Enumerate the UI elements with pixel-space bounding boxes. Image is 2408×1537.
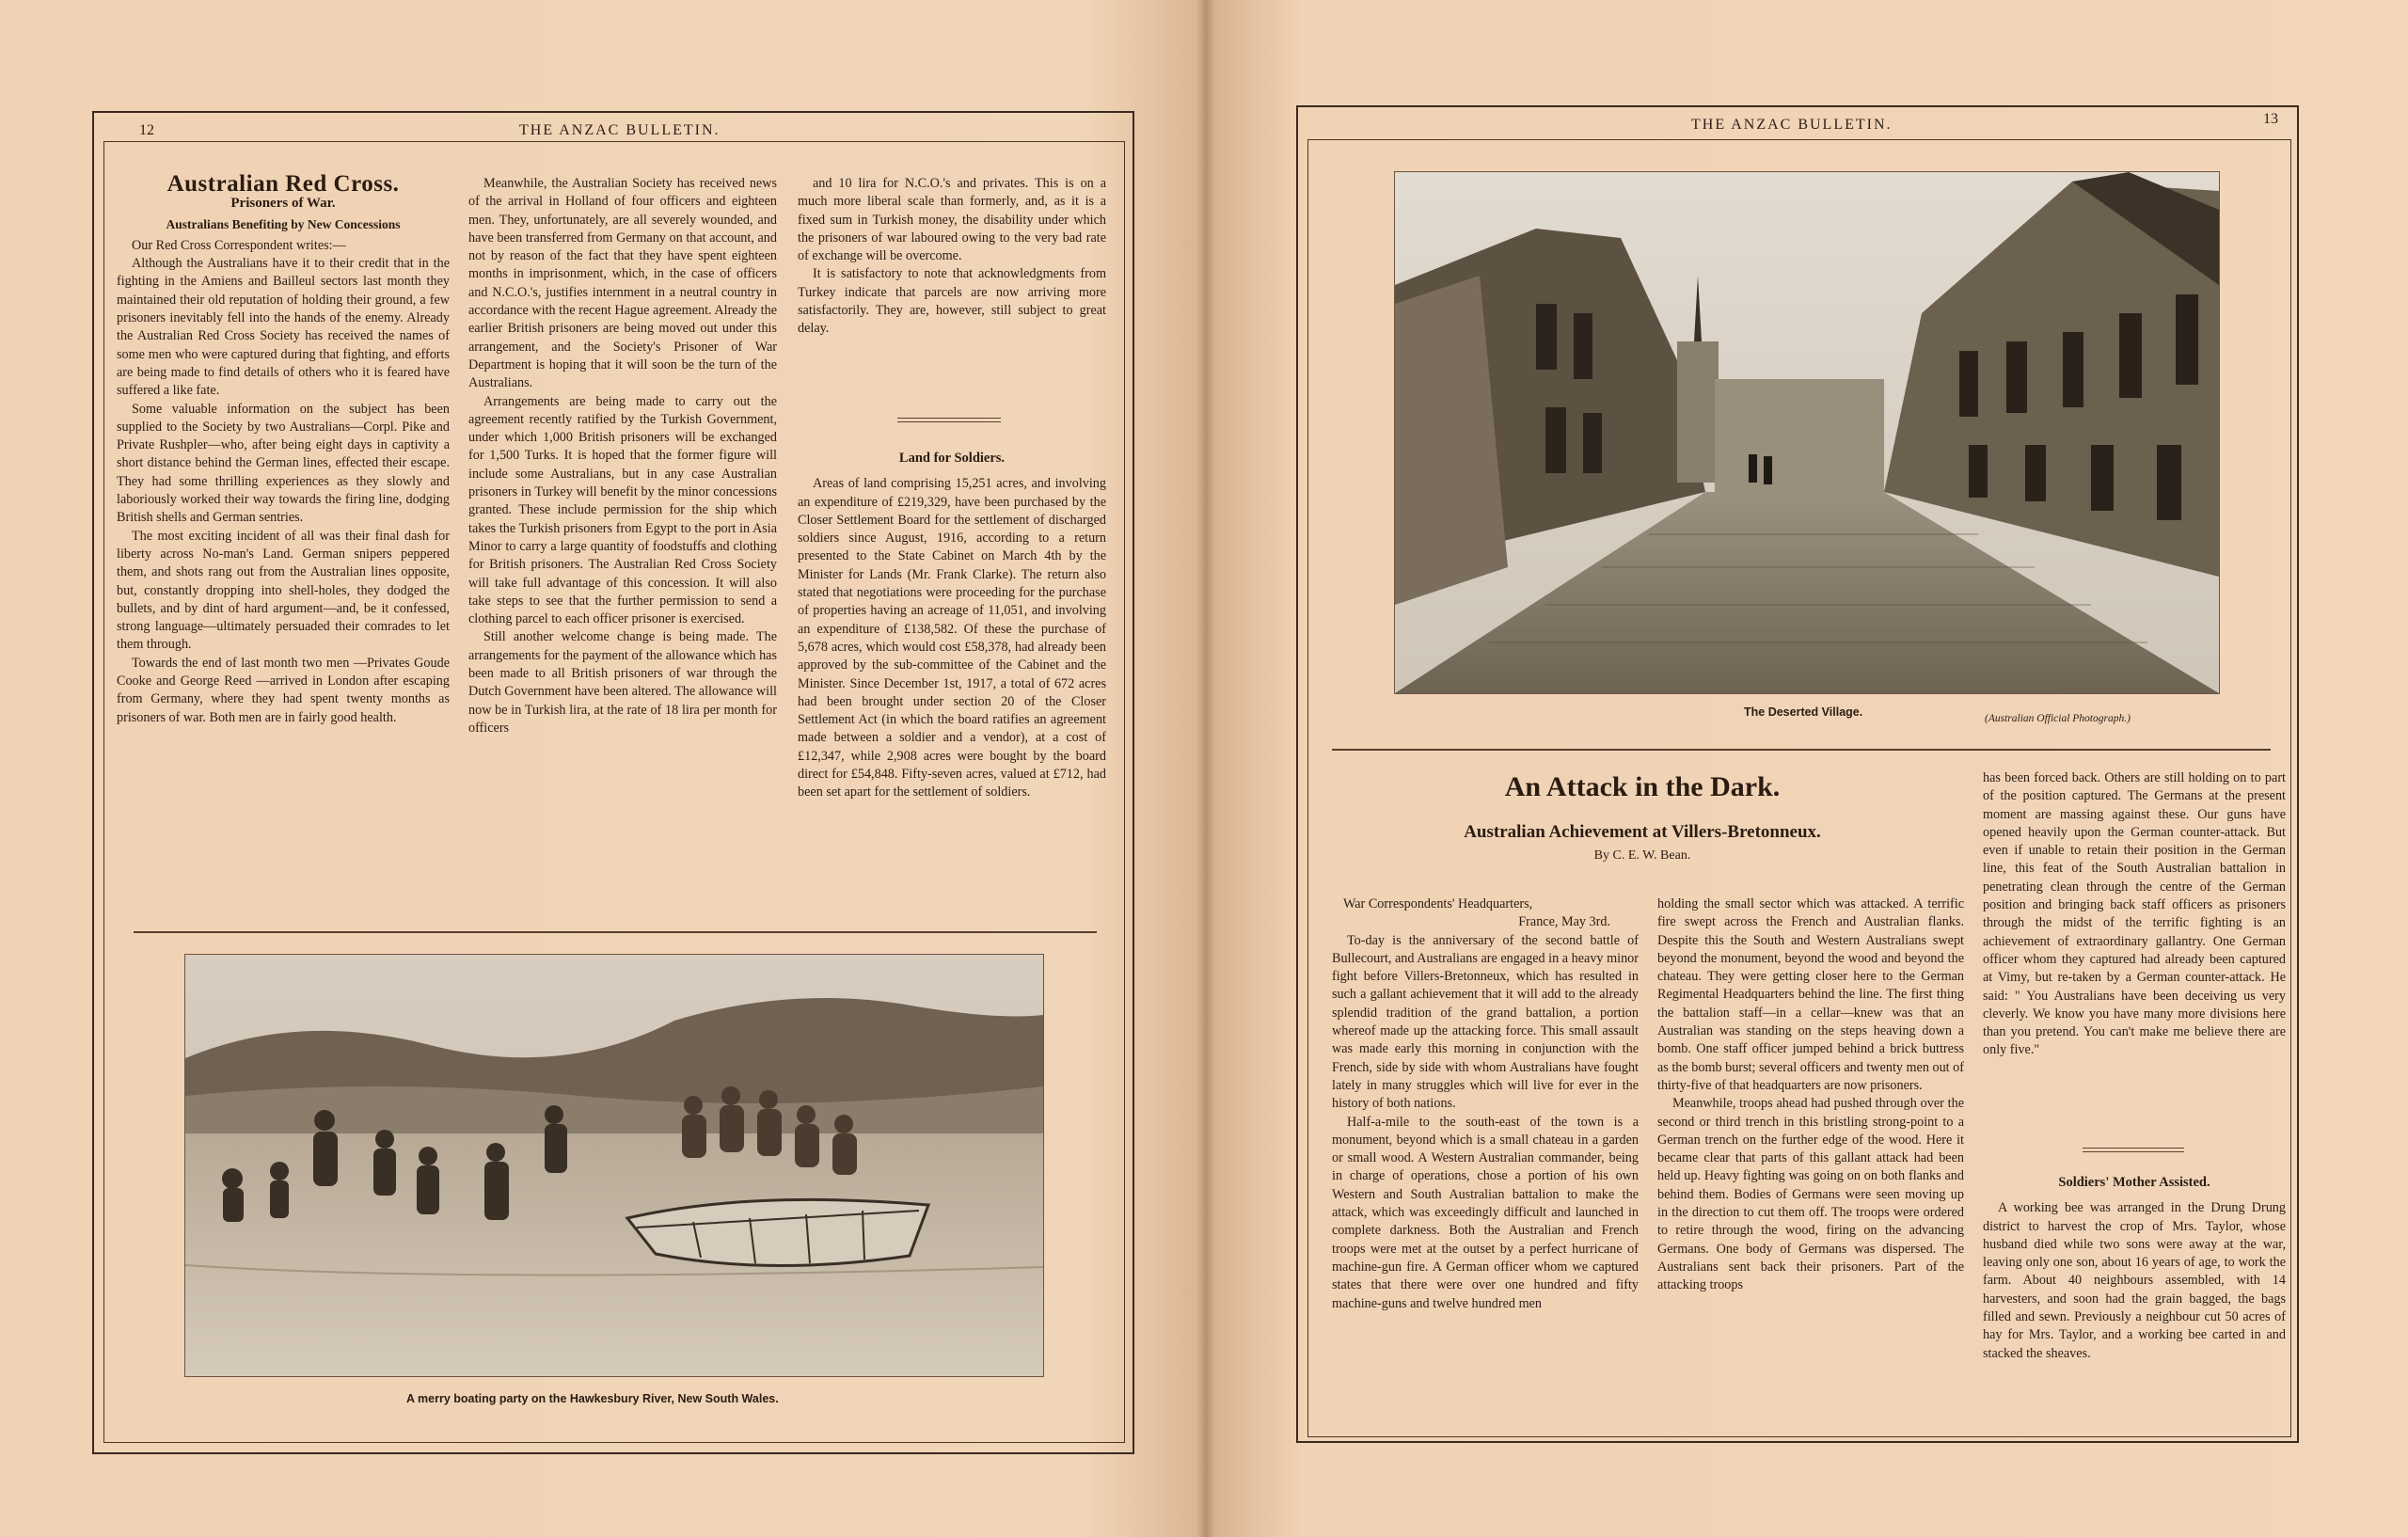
paragraph: Our Red Cross Correspondent writes:— xyxy=(132,237,346,253)
horizontal-rule xyxy=(134,931,1097,933)
horizontal-rule xyxy=(1332,749,2271,751)
land-for-soldiers-article xyxy=(798,450,1106,802)
land-for-soldiers-title: Land for Soldiers. xyxy=(898,451,1006,466)
left-running-head: THE ANZAC BULLETIN. xyxy=(519,122,721,138)
paragraph: Meanwhile, troops ahead had pushed through over the second or third trench in this bristling strong-point to a German trench on the further edge of the wood. Here it became clear that parts of this gallant attack had been held up. Heavy fighting was going on on both flanks and behind them. Bodies of Germans were seen moving up in the direction to cut them off. The troops were ordered to retire through the wood, firing on the advancing Germans. One body of Germans was dispersed. The Australians sent back their prisoners. Part of the attacking troops xyxy=(1657,1096,1964,1293)
attack-subtitle: Australian Achievement at Villers-Bretonneux. xyxy=(1464,822,1821,842)
village-photo-caption: The Deserted Village. xyxy=(1744,705,1863,719)
attack-headline xyxy=(1328,771,1956,873)
paragraph: holding the small sector which was attacked. A terrific fire swept across the French and Australian flanks. Despite this the South and Western Australians swept beyond the monument, beyond the wood and beyond the chateau. They were getting closer here to the German Regimental Headquarters behind the line. The first thing the battalion staff—in a cellar—knew was that an Australian was standing on the steps heaving down a bomb. One staff officer jumped behind a brick buttress as the bomb burst; several officers and twenty men out of thirty-five of that headquarters are now prisoners. xyxy=(1657,896,1964,1093)
red-cross-col-2 xyxy=(468,175,777,737)
right-running-head: THE ANZAC BULLETIN. xyxy=(1691,117,1893,133)
paragraph: Still another welcome change is being made. The arrangements for the payment of the allowance which has been made to all British prisoners of war through the Dutch Government have been altered. The allowance will now be in Turkish lira, at the rate of 18 lira per month for officers xyxy=(468,629,777,736)
red-cross-col-1 xyxy=(117,171,450,727)
attack-title: An Attack in the Dark. xyxy=(1504,771,1781,802)
attack-col-1 xyxy=(1332,895,1639,1313)
paragraph: Towards the end of last month two men —Privates Goude Cooke and George Reed —arrived in London after escaping from Germany, where they had spent twenty months as prisoners of war. Both men are in fairly good health. xyxy=(117,655,450,725)
boating-photo-caption: A merry boating party on the Hawkesbury River, New South Wales. xyxy=(406,1392,779,1405)
boating-photo xyxy=(184,954,1044,1377)
paragraph: It is satisfactory to note that acknowledgments from Turkey indicate that parcels are now arriving more satisfactorily. They are, however, still subject to great delay. xyxy=(798,266,1106,337)
soldiers-mother-article xyxy=(1983,1174,2286,1363)
paragraph: Some valuable information on the subject has been supplied to the Society by two Australians—Corpl. Pike and Private Rushpler—who, after being eight days in captivity a short distance behind the German lines, effected their escape. They had some thrilling experiences as they slowly and laboriously worked their way towards the firing line, dodging British shells and German sentries. xyxy=(117,401,450,526)
red-cross-subhead: Australians Benefiting by New Concessions xyxy=(166,216,401,231)
paragraph: has been forced back. Others are still holding on to part of the position captured. The Germans at the present moment are massing against these. Our guns have opened heavily upon the German counter-attack. But even if unable to retain their position in the German line, this feat of the South Australian battalion in penetrating clean through the centre of the German position and bringing back staff officers as prisoners through the midst of the terrific fighting is an achievement of extraordinary gallantry. One German officer whom they captured had already been captured at Vimy, but re-taken by a German counter-attack. He said: " You Australians have been deceiving us very cleverly. We know you have many more divisions here than you pretend. You can't make me believe there are only five." xyxy=(1983,770,2286,1058)
paragraph: and 10 lira for N.C.O.'s and privates. This is on a much more liberal scale than formerly, and, as it is a fixed sum in Turkish money, the disability under which the prisoners of war laboured owing to the very bad rate of exchange will be overcome. xyxy=(798,176,1106,264)
section-divider xyxy=(2083,1148,2184,1152)
red-cross-subtitle: Prisoners of War. xyxy=(230,196,336,212)
dateline-1: War Correspondents' Headquarters, xyxy=(1343,896,1533,911)
paragraph: Arrangements are being made to carry out the agreement recently ratified by the Turkish Government, under which 1,000 British prisoners will be exchanged for 1,500 Turks. It is hoped that the former figure will include some Australians, but in any case Australian prisoners in Turkey will benefit by the minor concessions granted. These include permission for the ship which takes the Turkish prisoners from Egypt to the port in Asia Minor to carry a large quantity of foodstuffs and clothing for British prisoners. The Australian Red Cross Society will take full advantage of this concession. It will also take steps to see that the further permission to send a clothing parcel to each officer prisoner is exercised. xyxy=(468,393,777,627)
paragraph: Meanwhile, the Australian Society has received news of the arrival in Holland of four officers and eighteen men. They, unfortunately, are all severely wounded, and have been transferred from Germany on that account, and not by reason of the fact that they have spent eighteen months in imprisonment, which, in the case of officers and N.C.O.'s, justifies internment in a neutral country in accordance with the recent Hague agreement. Already the earlier British prisoners are being moved out under this arrangement, and the Society's Prisoner of War Department is hoping that it will soon be the turn of the Australians. xyxy=(468,176,777,391)
paragraph: Half-a-mile to the south-east of the town is a monument, beyond which is a small chateau in a garden or small wood. A Western Australian commander, being in charge of operations, chose a portion of his own Western and South Australian battalion to make the attack, which was exceedingly difficult and launched in complete darkness. Both the Australian and French troops were met at the outset by a perfect hurricane of machine-gun fire. A German officer whom we captured states that there were over one hundred and fifty machine-guns and twelve hundred men xyxy=(1332,1114,1639,1311)
section-divider xyxy=(897,418,1001,422)
red-cross-col-3 xyxy=(798,175,1106,339)
village-photo-credit: (Australian Official Photograph.) xyxy=(1985,713,2131,724)
soldiers-mother-title: Soldiers' Mother Assisted. xyxy=(2058,1175,2210,1190)
page-gutter xyxy=(1196,0,1215,1537)
red-cross-title: Australian Red Cross. xyxy=(166,171,400,197)
paragraph: The most exciting incident of all was their final dash for liberty across No-man's Land. German snipers peppered them, and shots rang out from the Australian lines opposite, but, constantly dropping into shell-holes, they dodged the bullets, and by dint of hard argument—and, be it confessed, strong language—ultimately persuaded their comrades to let them through. xyxy=(117,528,450,653)
attack-col-2 xyxy=(1657,895,1964,1295)
village-photo xyxy=(1394,171,2220,694)
paragraph: A working bee was arranged in the Drung Drung district to harvest the crop of Mrs. Taylor, whose husband died while two sons were away at the war, leaving only one son, about 16 years of age, to work the farm. About 40 neighbours assembled, with 14 harvesters, and soon had the grain bagged, the bags filled and sewn. Previously a neighbour cut 50 acres of hay for Mrs. Taylor, and a working bee carted in and stacked the sheaves. xyxy=(1983,1200,2286,1361)
paragraph: To-day is the anniversary of the second battle of Bullecourt, and Australians are engaged in a heavy minor fight before Villers-Bretonneux, which has resulted in such a gallant achievement that it will add to the already splendid tradition of the grand battalion, a portion whereof made up the attacking force. This small assault was made early this morning in conjunction with the French, side by side with whom Australians have fought lately in many struggles which will live for ever in the history of both nations. xyxy=(1332,932,1639,1112)
right-page-number: 13 xyxy=(2263,111,2278,127)
attack-col-3 xyxy=(1983,769,2286,1060)
dateline-2: France, May 3rd. xyxy=(1518,914,1610,930)
left-page-number: 12 xyxy=(139,122,154,138)
attack-byline: By C. E. W. Bean. xyxy=(1593,848,1691,863)
paragraph: Areas of land comprising 15,251 acres, and involving an expenditure of £219,329, have been purchased by the Closer Settlement Board for the settlement of discharged soldiers since August, 1916, according to a return presented to the State Cabinet on March 4th by the Minister for Lands (Mr. Frank Clarke). The return also stated that negotiations were proceeding for the purchase of properties having an acreage of 11,051, and involving an expenditure of £138,582. Of these the purchase of 5,678 acres, which would cost £58,378, had already been approved by the sub-committee of the Cabinet and the Minister. Since December 1st, 1917, a total of 672 acres had been brought under section 20 of the Closer Settlement Act (in which the board ratifies an agreement made between a soldier and a vendor), at a cost of £12,347, while 2,908 acres were bought by the board direct for £54,848. Fifty-seven acres, valued at £712, had been set apart for the settlement of soldiers. xyxy=(798,476,1106,800)
paragraph: Although the Australians have it to their credit that in the fighting in the Amiens and Bailleul sectors last month they maintained their old reputation of holding their ground, a few prisoners inevitably fell into the hands of the enemy. Already the Australian Red Cross Society has received the names of some men who were captured during that fighting, and efforts are being made to find details of others who it is feared have suffered a like fate. xyxy=(117,256,450,399)
